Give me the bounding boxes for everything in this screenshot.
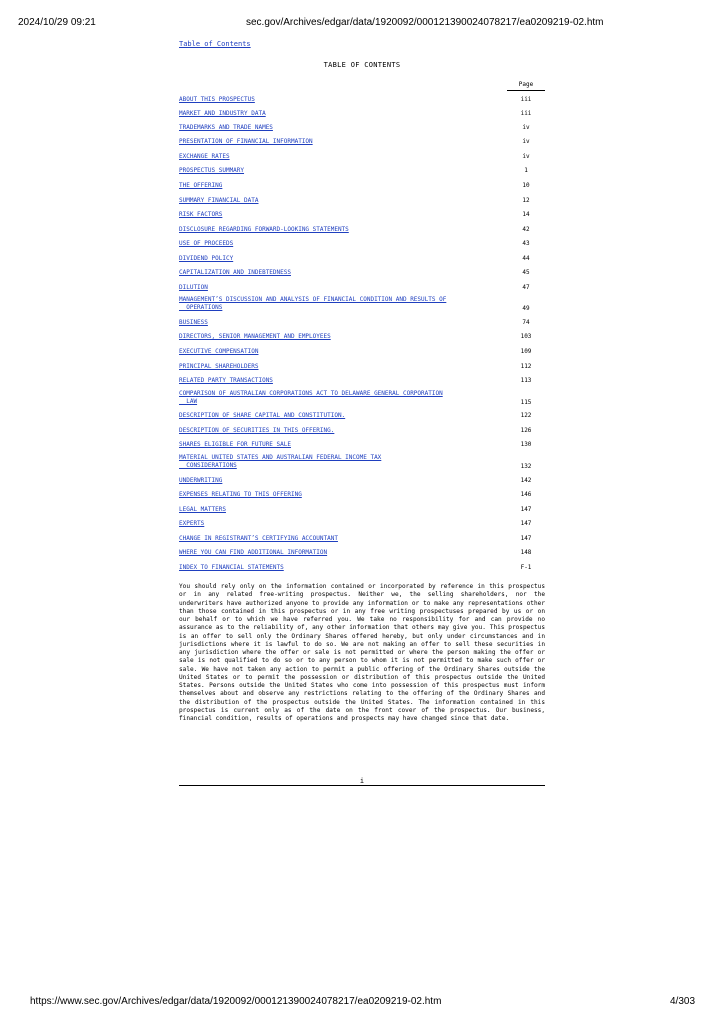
toc-entry-page: F-1 — [520, 564, 532, 571]
toc-entry-page: 10 — [522, 182, 530, 189]
toc-entry-link[interactable]: CAPITALIZATION AND INDEBTEDNESS — [179, 269, 291, 276]
toc-entry-link[interactable]: EXPERTS — [179, 520, 205, 527]
toc-entry-page: iv — [522, 124, 530, 131]
page-number: i — [359, 777, 365, 785]
toc-entry-page: 1 — [524, 167, 528, 174]
page-rule — [179, 785, 545, 786]
toc-entry-page: 132 — [520, 463, 532, 470]
toc-entry-page: 122 — [520, 412, 532, 419]
toc-entry-page: 148 — [520, 549, 532, 556]
toc-entry-link[interactable]: DISCLOSURE REGARDING FORWARD-LOOKING STATEMENTS — [179, 226, 349, 233]
toc-entry-page: 126 — [520, 427, 532, 434]
toc-entry-link[interactable]: EXPENSES RELATING TO THIS OFFERING — [179, 491, 302, 498]
page-column-header: Page — [507, 81, 545, 91]
toc-entry-page: 147 — [520, 506, 532, 513]
toc-entry-link[interactable]: MATERIAL UNITED STATES AND AUSTRALIAN FEDERAL INCOME TAX CONSIDERATIONS — [179, 454, 382, 470]
toc-entry-link[interactable]: THE OFFERING — [179, 182, 223, 189]
toc-entry-link[interactable]: MANAGEMENT’S DISCUSSION AND ANALYSIS OF FINANCIAL CONDITION AND RESULTS OF OPERATIONS — [179, 296, 447, 312]
toc-entry-page: iv — [522, 138, 530, 145]
print-page-title: sec.gov/Archives/edgar/data/1920092/000121390024078217/ea0209219-02.htm — [246, 17, 604, 28]
toc-entry-link[interactable]: SUMMARY FINANCIAL DATA — [179, 197, 259, 204]
toc-entry-page: 103 — [520, 333, 532, 340]
toc-entry-link[interactable]: COMPARISON OF AUSTRALIAN CORPORATIONS ACT TO DELAWARE GENERAL CORPORATION LAW — [179, 390, 443, 406]
toc-entry-link[interactable]: CHANGE IN REGISTRANT’S CERTIFYING ACCOUNTANT — [179, 535, 338, 542]
toc-entry-link[interactable]: EXCHANGE RATES — [179, 153, 230, 160]
toc-entry-page: 115 — [520, 399, 532, 406]
toc-entry-page: 42 — [522, 226, 530, 233]
toc-entry-link[interactable]: PRINCIPAL SHAREHOLDERS — [179, 363, 259, 370]
toc-entry-page: 47 — [522, 284, 530, 291]
toc-entry-link[interactable]: PROSPECTUS SUMMARY — [179, 167, 245, 174]
toc-entry-link[interactable]: DILUTION — [179, 284, 208, 291]
toc-entry-link[interactable]: USE OF PROCEEDS — [179, 240, 234, 247]
toc-entry-link[interactable]: EXECUTIVE COMPENSATION — [179, 348, 259, 355]
toc-entry-page: 12 — [522, 197, 530, 204]
toc-entry-link[interactable]: PRESENTATION OF FINANCIAL INFORMATION — [179, 138, 313, 145]
toc-entry-page: iii — [520, 96, 532, 103]
disclaimer-paragraph: You should rely only on the information contained or incorporated by reference in this prospectus or in any related free-writing prospectus. Neither we, the selling shareholders, nor the underwriters have authorized anyone to provide any information or to make any representations other than those contained in this prospectus or in any free writing prospectuses prepared by us or on our behalf or to which we have referred you. We take no responsibility for and can provide no assurance as to the reliability of, any other information that others may give you. This prospectus is an offer to sell only the Ordinary Shares offered hereby, but only under circumstances and in jurisdictions where it is lawful to do so. We are not making an offer to sell these securities in any jurisdiction where the offer or sale is not permitted or where the person making the offer or sale is not qualified to do so or to any person to whom it is not permitted to make such offer or sale. We have not taken any action to permit a public offering of the Ordinary Shares outside the United States or to permit the possession or distribution of this prospectus outside the United States. Persons outside the United States who come into possession of this prospectus must inform themselves about and observe any restrictions relating to the offering of the Ordinary Shares and the distribution of the prospectus outside the United States. The information contained in this prospectus is current only as of the date on the front cover of the prospectus. Our business, financial condition, results of operations and prospects may have changed since that date. — [179, 583, 545, 722]
toc-entry-link[interactable]: LEGAL MATTERS — [179, 506, 226, 513]
document-page — [179, 40, 545, 785]
print-datetime: 2024/10/29 09:21 — [18, 17, 96, 28]
toc-entry-page: 45 — [522, 269, 530, 276]
toc-entry-page: iv — [522, 153, 530, 160]
toc-entry-page: 44 — [522, 255, 530, 262]
toc-entry-link[interactable]: TRADEMARKS AND TRADE NAMES — [179, 124, 273, 131]
print-url: https://www.sec.gov/Archives/edgar/data/1920092/000121390024078217/ea0209219-02.htm — [30, 996, 442, 1007]
toc-entry-page: 112 — [520, 363, 532, 370]
toc-entry-page: 142 — [520, 477, 532, 484]
toc-entry-page: 146 — [520, 491, 532, 498]
print-page-count: 4/303 — [670, 996, 696, 1007]
toc-entry-page: 113 — [520, 377, 532, 384]
toc-entry-link[interactable]: INDEX TO FINANCIAL STATEMENTS — [179, 564, 284, 571]
toc-entry-page: 43 — [522, 240, 530, 247]
toc-entry-page: 130 — [520, 441, 532, 448]
toc-entry-link[interactable]: SHARES ELIGIBLE FOR FUTURE SALE — [179, 441, 291, 448]
toc-entry-link[interactable]: MARKET AND INDUSTRY DATA — [179, 110, 266, 117]
toc-entry-page: 74 — [522, 319, 530, 326]
toc-entry-page: 109 — [520, 348, 532, 355]
toc-entry-page: 147 — [520, 520, 532, 527]
toc-title: TABLE OF CONTENTS — [323, 61, 401, 69]
toc-entry-page: 14 — [522, 211, 530, 218]
toc-entry-link[interactable]: DESCRIPTION OF SECURITIES IN THIS OFFERING. — [179, 427, 335, 434]
toc-entry-link[interactable]: DESCRIPTION OF SHARE CAPITAL AND CONSTITUTION. — [179, 412, 346, 419]
toc-entry-link[interactable]: DIVIDEND POLICY — [179, 255, 234, 262]
toc-entry-link[interactable]: BUSINESS — [179, 319, 208, 326]
toc-entry-page: iii — [520, 110, 532, 117]
toc-entry-link[interactable]: WHERE YOU CAN FIND ADDITIONAL INFORMATION — [179, 549, 328, 556]
toc-entry-link[interactable]: DIRECTORS, SENIOR MANAGEMENT AND EMPLOYEES — [179, 333, 331, 340]
toc-entry-link[interactable]: RISK FACTORS — [179, 211, 223, 218]
toc-entry-page: 49 — [522, 305, 530, 312]
table-of-contents-link[interactable]: Table of Contents — [179, 40, 251, 48]
toc-entry-link[interactable]: RELATED PARTY TRANSACTIONS — [179, 377, 273, 384]
toc-entry-link[interactable]: UNDERWRITING — [179, 477, 223, 484]
toc-entry-page: 147 — [520, 535, 532, 542]
toc-entry-link[interactable]: ABOUT THIS PROSPECTUS — [179, 96, 255, 103]
